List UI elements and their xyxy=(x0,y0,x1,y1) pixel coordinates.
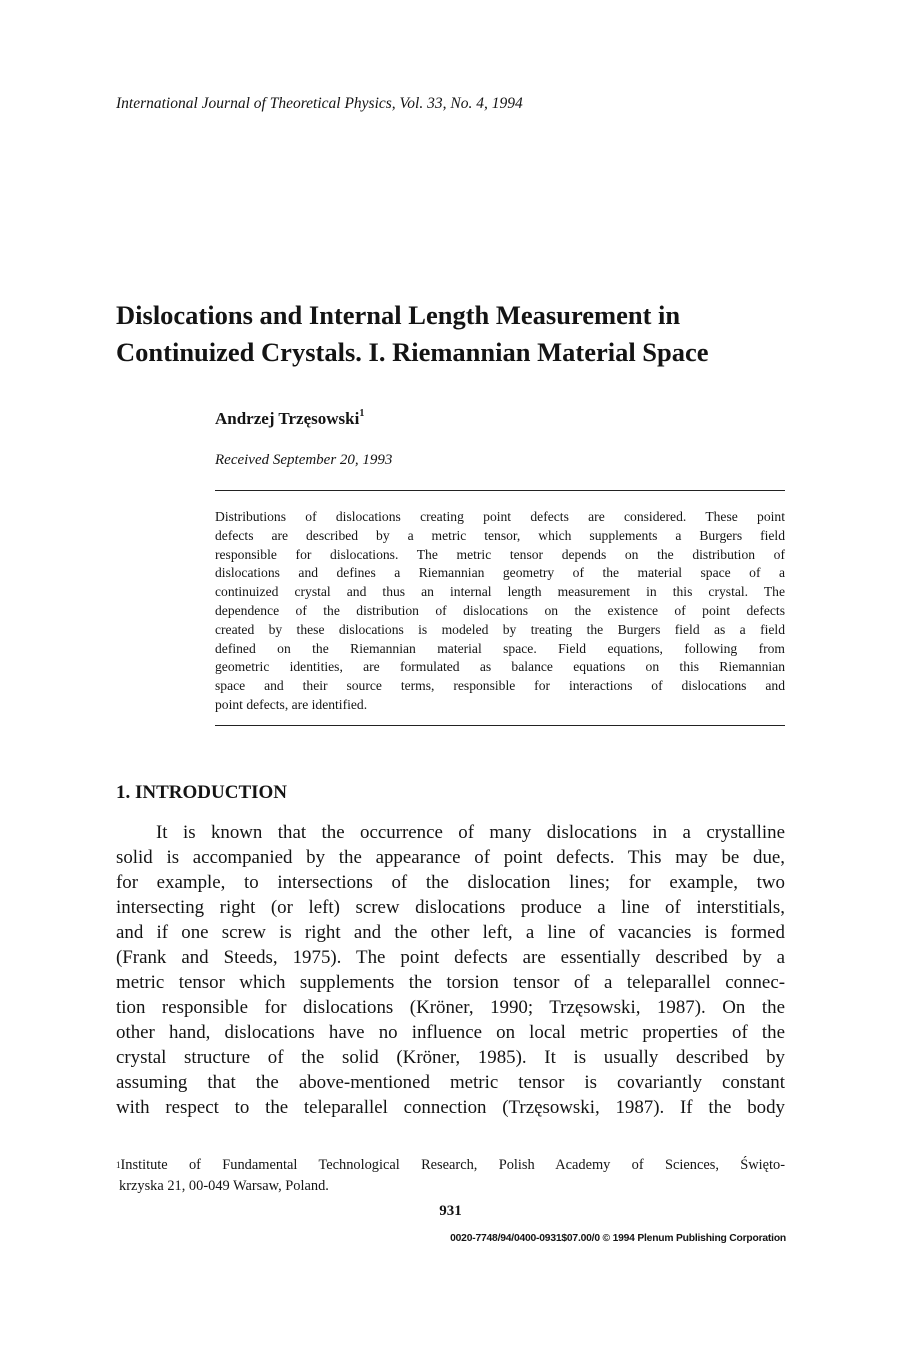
title-line-1: Dislocations and Internal Length Measurement in xyxy=(116,300,681,330)
footnote-text: Institute of Fundamental Technological Research, Polish Academy of Sciences, Świętо- xyxy=(120,1157,785,1173)
received-date: Received September 20, 1993 xyxy=(215,452,393,468)
abstract-line: geometric identities, are formulated as balance equations on this Riemannian xyxy=(215,659,785,675)
body-line: for example, to intersections of the dislocation lines; for example, two xyxy=(116,872,785,893)
abstract-line: responsible for dislocations. The metric tensor depends on the distribution of xyxy=(215,546,785,562)
abstract-line: Distributions of dislocations creating point defects are considered. These point xyxy=(215,509,785,524)
body-line: (Frank and Steeds, 1975). The point defects are essentially described by a xyxy=(116,947,785,968)
title-line-2: Continuized Crystals. I. Riemannian Material Space xyxy=(116,337,709,367)
abstract-top-rule xyxy=(215,490,785,491)
author-name xyxy=(215,409,364,429)
affiliation-footnote xyxy=(116,1155,785,1197)
abstract-bottom-rule xyxy=(215,725,785,726)
introduction-text xyxy=(116,820,785,1120)
body-line: metric tensor which supplements the torsion tensor of a teleparallel connec- xyxy=(116,972,785,993)
article-title xyxy=(116,297,836,371)
abstract-line: continuized crystal and thus an internal length measurement in this crystal. The xyxy=(215,584,785,600)
footnote-line-2: krzyska 21, 00-049 Warsaw, Poland. xyxy=(119,1178,329,1194)
section-heading: 1. INTRODUCTION xyxy=(116,782,288,803)
author-footnote-mark: 1 xyxy=(359,408,365,419)
journal-citation: International Journal of Theoretical Physics, Vol. 33, No. 4, 1994 xyxy=(116,95,523,112)
body-line: intersecting right (or left) screw dislocations produce a line of interstitials, xyxy=(116,897,785,918)
body-line: solid is accompanied by the appearance of point defects. This may be due, xyxy=(116,847,785,868)
body-line: crystal structure of the solid (Kröner, 1985). It is usually described by xyxy=(116,1047,785,1068)
body-line: tion responsible for dislocations (Kröner, 1990; Trzęsowski, 1987). On the xyxy=(116,997,785,1018)
abstract xyxy=(215,508,785,715)
copyright-line: 0020-7748/94/0400-0931$07.00/0 © 1994 Plenum Publishing Corporation xyxy=(450,1233,786,1244)
body-line: with respect to the teleparallel connection (Trzęsowski, 1987). If the body xyxy=(116,1097,785,1118)
abstract-line: created by these dislocations is modeled by treating the Burgers field as a field xyxy=(215,621,785,637)
abstract-line: dislocations and defines a Riemannian geometry of the material space of a xyxy=(215,565,785,581)
footnote-mark: 1 xyxy=(116,1160,121,1170)
body-line: other hand, dislocations have no influence on local metric properties of the xyxy=(116,1022,785,1043)
abstract-line: defects are described by a metric tensor, which supplements a Burgers field xyxy=(215,527,785,543)
abstract-line: point defects, are identified. xyxy=(215,696,368,712)
body-line: assuming that the above-mentioned metric tensor is covariantly constant xyxy=(116,1072,785,1093)
body-line: It is known that the occurrence of many dislocations in a crystalline xyxy=(156,822,785,843)
body-line: and if one screw is right and the other left, a line of vacancies is formed xyxy=(116,922,785,943)
abstract-line: space and their source terms, responsible for interactions of dislocations and xyxy=(215,678,785,694)
author-text: Andrzej Trzęsowski xyxy=(215,409,360,428)
page-number: 931 xyxy=(439,1203,462,1219)
abstract-line: defined on the Riemannian material space. Field equations, following from xyxy=(215,640,785,656)
footnote-line-1 xyxy=(116,1155,785,1176)
abstract-line: dependence of the distribution of dislocations on the existence of point defects xyxy=(215,602,785,618)
